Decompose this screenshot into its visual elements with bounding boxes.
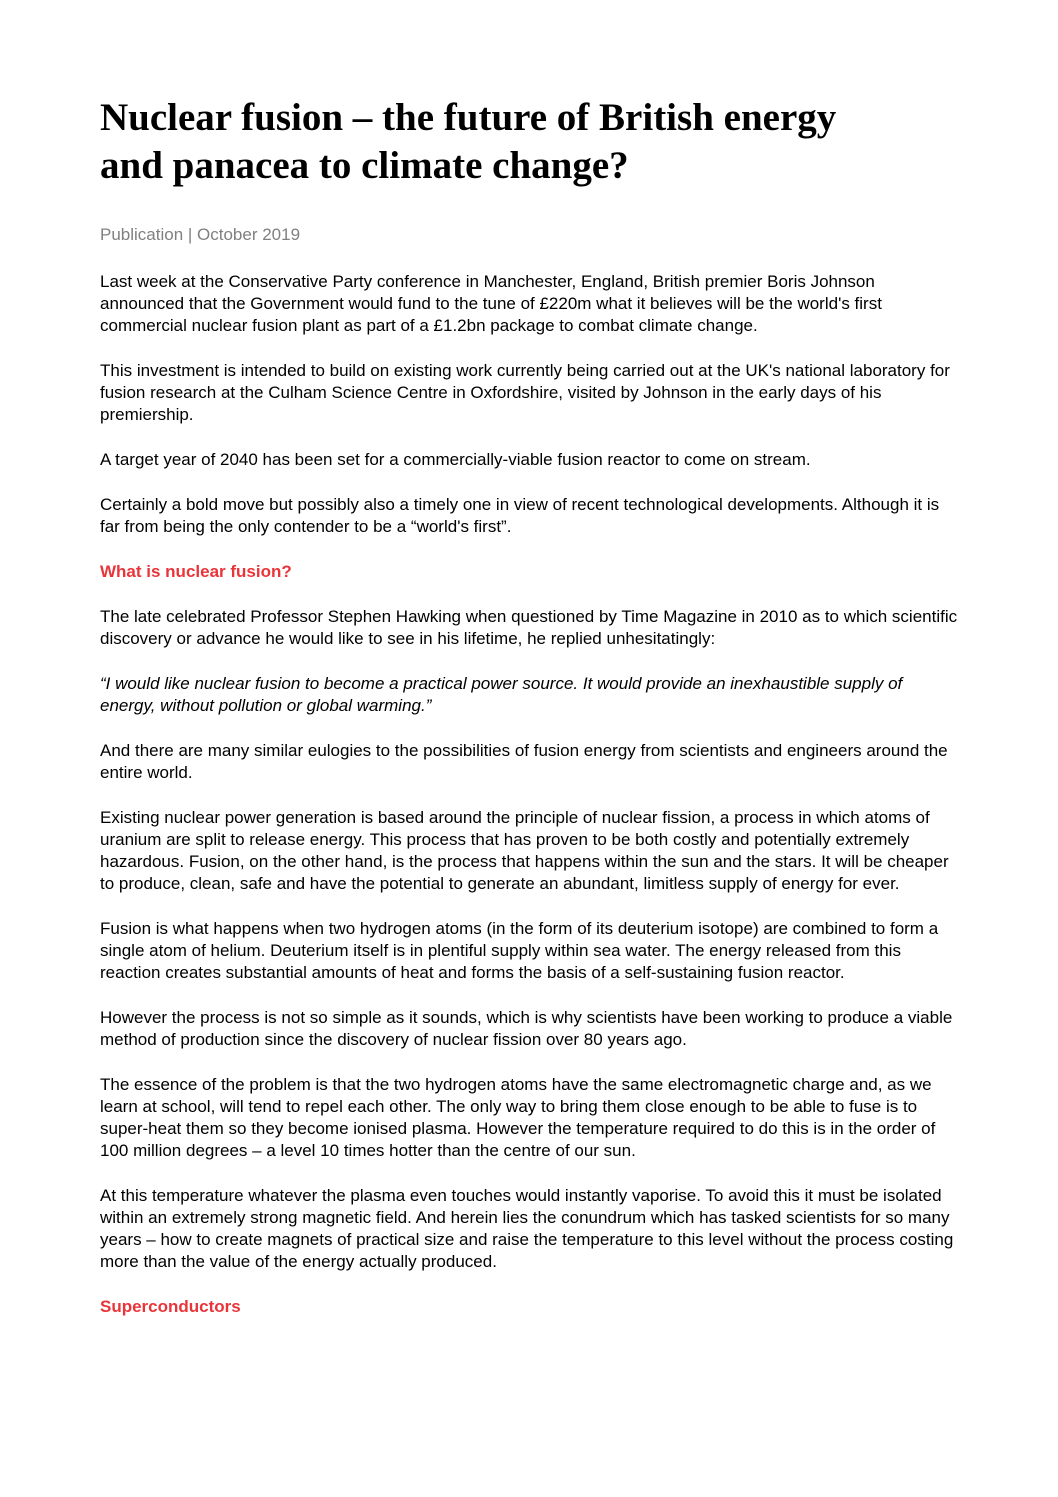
paragraph-eulogies: And there are many similar eulogies to the possibilities of fusion energy from scientists and engineers around the entire world. xyxy=(100,741,948,782)
section-heading-what-is-nuclear-fusion: What is nuclear fusion? xyxy=(100,562,292,581)
publication-meta: Publication | October 2019 xyxy=(100,225,301,244)
paragraph-fission-vs-fusion: Existing nuclear power generation is based around the principle of nuclear fission, a process in which atoms of uranium are split to release energy. This process that has proven to be both costly and potentially extremely hazardous. Fusion, on the other hand, is the process that happens within the sun and the stars. It will be cheaper to produce, clean, safe and have the potential to generate an abundant, limitless supply of energy for ever. xyxy=(100,808,949,893)
paragraph-essence-of-problem: The essence of the problem is that the two hydrogen atoms have the same electromagnetic charge and, as we learn at school, will tend to repel each other. The only way to bring them close enough to be able to fuse is to super-heat them so they become ionised plasma. However the temperature required to do this is in the order of 100 million degrees – a level 10 times hotter than the centre of our sun. xyxy=(100,1075,936,1160)
paragraph-hawking-quote: “I would like nuclear fusion to become a practical power source. It would provide an inexhaustible supply of energy, without pollution or global warming.” xyxy=(100,674,903,715)
paragraph-bold-move: Certainly a bold move but possibly also a timely one in view of recent technological developments. Although it is far from being the only contender to be a “world's first”. xyxy=(100,495,940,536)
paragraph-target-year: A target year of 2040 has been set for a commercially-viable fusion reactor to come on stream. xyxy=(100,450,811,469)
paragraph-fusion-explained: Fusion is what happens when two hydrogen atoms (in the form of its deuterium isotope) are combined to form a single atom of helium. Deuterium itself is in plentiful supply within sea water. The energy released from this reaction creates substantial amounts of heat and forms the basis of a self-sustaining fusion reactor. xyxy=(100,919,939,982)
paragraph-not-so-simple: However the process is not so simple as it sounds, which is why scientists have been working to produce a viable method of production since the discovery of nuclear fission over 80 years ago. xyxy=(100,1008,953,1049)
article-title-line-2: and panacea to climate change? xyxy=(100,144,629,187)
paragraph-funding-announcement: Last week at the Conservative Party conference in Manchester, England, British premier Boris Johnson announced that the Government would fund to the tune of £220m what it believes will be the world's first commercial nuclear fusion plant as part of a £1.2bn package to combat climate change. xyxy=(100,272,882,335)
paragraph-hawking-question: The late celebrated Professor Stephen Hawking when questioned by Time Magazine in 2010 as to which scientific discovery or advance he would like to see in his lifetime, he replied unhesitatingly: xyxy=(100,607,958,648)
article-title-line-1: Nuclear fusion – the future of British energy xyxy=(100,96,837,139)
paragraph-magnetic-field: At this temperature whatever the plasma even touches would instantly vaporise. To avoid this it must be isolated within an extremely strong magnetic field. And herein lies the conundrum which has tasked scientists for so many years – how to create magnets of practical size and raise the temperature to this level without the process costing more than the value of the energy actually produced. xyxy=(100,1186,954,1271)
article-content xyxy=(100,94,962,1341)
section-heading-superconductors: Superconductors xyxy=(100,1297,241,1316)
paragraph-culham-investment: This investment is intended to build on existing work currently being carried out at the UK's national laboratory for fusion research at the Culham Science Centre in Oxfordshire, visited by Johnson in the early days of his premiership. xyxy=(100,361,950,424)
article-title xyxy=(100,94,962,190)
